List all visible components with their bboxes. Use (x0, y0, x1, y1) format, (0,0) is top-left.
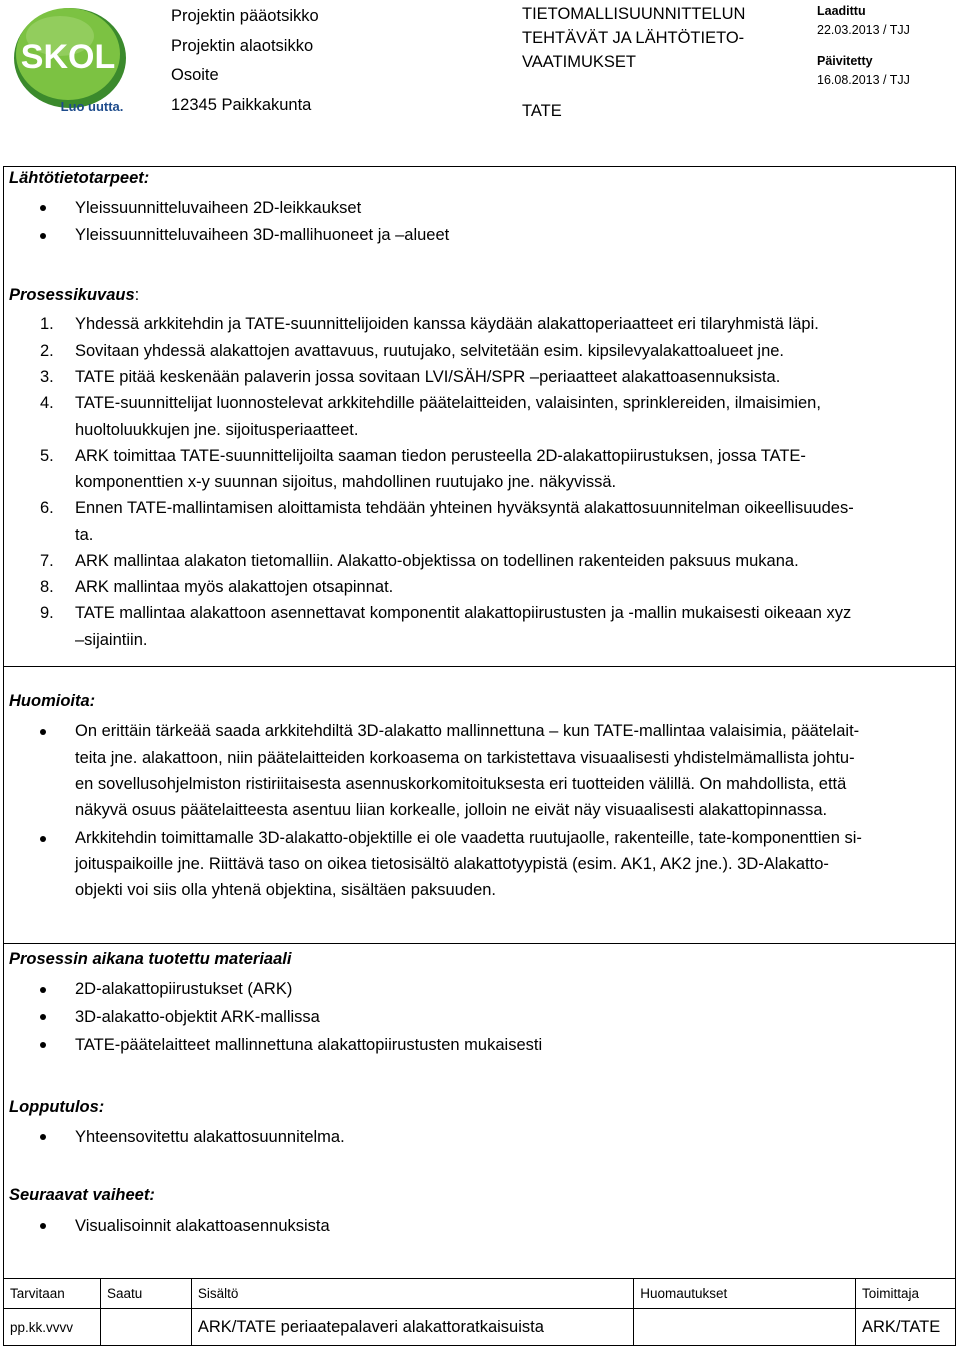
doc-title-line: TEHTÄVÄT JA LÄHTÖTIETO- (522, 29, 745, 47)
document-title (522, 2, 745, 123)
list-item: Yleissuunnitteluvaiheen 3D-mallihuoneet ja –alueet (75, 226, 450, 244)
step-number: 4. (40, 394, 54, 412)
table-header-cell: Huomautukset (634, 1279, 856, 1309)
doc-title-line: VAATIMUKSET (522, 53, 636, 71)
table-cell: ARK/TATE (855, 1309, 955, 1346)
step-number: 7. (40, 552, 54, 570)
note-text: en sovellusohjelmiston ristiriitaisesta asennuskorkomitoituksesta eri tuotteiden välillä. On mahdollista, että (75, 775, 847, 793)
section-title-lahtotiedot: Lähtötietotarpeet: (9, 169, 150, 187)
section-divider (3, 943, 956, 944)
bullet-icon (40, 1042, 46, 1048)
note-text: objekti voi siis olla yhtenä objektina, sisältäen paksuuden. (75, 881, 497, 899)
created-label: Laadittu (817, 4, 866, 18)
list-item: Yleissuunnitteluvaiheen 2D-leikkaukset (75, 199, 362, 217)
page-header (0, 0, 960, 130)
table-row (4, 1309, 956, 1346)
bullet-icon (40, 1014, 46, 1020)
project-city: 12345 Paikkakunta (171, 95, 312, 114)
step-text: huoltoluukkujen jne. sijoitusperiaatteet. (75, 421, 359, 439)
step-text: –sijaintiin. (75, 631, 148, 649)
document-dates (817, 2, 910, 90)
section-title-seuraavat: Seuraavat vaiheet: (9, 1186, 155, 1204)
table-header-cell: Sisältö (191, 1279, 633, 1309)
skol-logo (8, 2, 138, 117)
list-item: 3D-alakatto-objektit ARK-mallissa (75, 1008, 320, 1026)
step-number: 3. (40, 368, 54, 386)
list-item: Yhteensovitettu alakattosuunnitelma. (75, 1128, 345, 1146)
section-title-lopputulos: Lopputulos: (9, 1098, 105, 1116)
note-text: näkyvä osuus päätelaitteesta asentuu liian korkealle, jolloin ne eivät näy visuaalisesti alakattopinnassa. (75, 801, 828, 819)
step-text: Yhdessä arkkitehdin ja TATE-suunnittelijoiden kanssa käydään alakattoperiaatteet eri tilaryhmistä läpi. (75, 315, 819, 333)
table-cell: ARK/TATE periaatepalaveri alakattoratkaisuista (191, 1309, 633, 1346)
table-cell (100, 1309, 191, 1346)
step-number: 2. (40, 342, 54, 360)
doc-title-line: TIETOMALLISUUNNITTELUN (522, 5, 746, 23)
step-number: 5. (40, 447, 54, 465)
note-text: On erittäin tärkeää saada arkkitehdiltä 3D-alakatto mallinnettuna – kun TATE-mallintaa valaisimia, päätelait- (75, 722, 860, 740)
step-number: 1. (40, 315, 54, 333)
table-header-cell: Tarvitaan (4, 1279, 101, 1309)
note-text: teita jne. alakattoon, niin päätelaitteiden korkoasema on tarkistettava visuaalisesti yhdistelmämallista johtu- (75, 749, 855, 767)
updated-label: Päivitetty (817, 54, 873, 68)
project-subtitle: Projektin alaotsikko (171, 36, 314, 55)
table-cell: pp.kk.vvvv (4, 1309, 101, 1346)
table-header-cell: Toimittaja (855, 1279, 955, 1309)
list-item: TATE-päätelaitteet mallinnettuna alakattopiirustusten mukaisesti (75, 1036, 543, 1054)
logo-slogan: Luo uutta. (60, 99, 124, 114)
bullet-icon (40, 987, 46, 993)
project-address: Osoite (171, 66, 219, 84)
prosessi-colon: : (134, 286, 140, 304)
logo-text: SKOL (20, 38, 116, 76)
step-text: ARK toimittaa TATE-suunnittelijoilta saaman tiedon perusteella 2D-alakattopiirustuksen, jossa TATE- (75, 447, 806, 465)
step-text: ARK mallintaa myös alakattojen otsapinnat. (75, 578, 394, 596)
prosessi-title-text: Prosessikuvaus (9, 286, 135, 304)
step-text: komponenttien x-y suunnan sijoitus, mahdollinen ruutujako jne. näkyvissä. (75, 473, 617, 491)
step-text: TATE mallintaa alakattoon asennettavat komponentit alakattopiirustusten ja -mallin mukaisesti oikeaan xyz (75, 604, 852, 622)
table-cell (634, 1309, 856, 1346)
note-text: Arkkitehdin toimittamalle 3D-alakatto-objektille ei ole vaadetta ruutujaolle, rakenteille, tate-komponenttien si- (75, 829, 862, 847)
bullet-icon (40, 729, 46, 735)
project-main-title: Projektin pääotsikko (171, 7, 319, 25)
section-title-materiaali: Prosessin aikana tuotettu materiaali (9, 950, 292, 968)
doc-subtitle: TATE (522, 102, 562, 120)
note-text: joituspaikoille jne. Riittävä taso on oikea tietosisältö alakattotyypistä (esim. AK1, AK2 jne.). 3D-Alakatto- (75, 855, 829, 873)
step-text: ARK mallintaa alakaton tietomalliin. Alakatto-objektissa on todellinen rakenteiden paksuus mukana. (75, 552, 799, 570)
table-header-cell: Saatu (100, 1279, 191, 1309)
updated-value: 16.08.2013 / TJJ (817, 73, 910, 87)
list-item: 2D-alakattopiirustukset (ARK) (75, 980, 293, 998)
step-text: TATE-suunnittelijat luonnostelevat arkkitehdille päätelaitteiden, valaisinten, sprinklereiden, ilmaisimien, (75, 394, 821, 412)
section-divider (3, 666, 956, 667)
bullet-icon (40, 233, 46, 239)
step-text: TATE pitää keskenään palaverin jossa sovitaan LVI/SÄH/SPR –periaatteet alakattoasennuksista. (75, 368, 781, 386)
step-text: Ennen TATE-mallintamisen aloittamista tehdään yhteinen hyväksyntä alakattosuunnitelman oikeellisuudes- (75, 499, 854, 517)
step-number: 6. (40, 499, 54, 517)
step-text: Sovitaan yhdessä alakattojen avattavuus, ruutujako, selvitetään esim. kipsilevyalakattoalueet jne. (75, 342, 785, 360)
created-value: 22.03.2013 / TJJ (817, 23, 910, 37)
table-header-row (4, 1279, 956, 1309)
deliverables-table (3, 1278, 956, 1346)
section-title-prosessi (9, 284, 139, 306)
list-item: Visualisoinnit alakattoasennuksista (75, 1217, 330, 1235)
bullet-icon (40, 1134, 46, 1140)
bullet-icon (40, 836, 46, 842)
step-text: ta. (75, 526, 94, 544)
bullet-icon (40, 205, 46, 211)
step-number: 9. (40, 604, 54, 622)
project-info (171, 2, 319, 120)
bullet-icon (40, 1223, 46, 1229)
step-number: 8. (40, 578, 54, 596)
section-title-huomioita: Huomioita: (9, 692, 96, 710)
